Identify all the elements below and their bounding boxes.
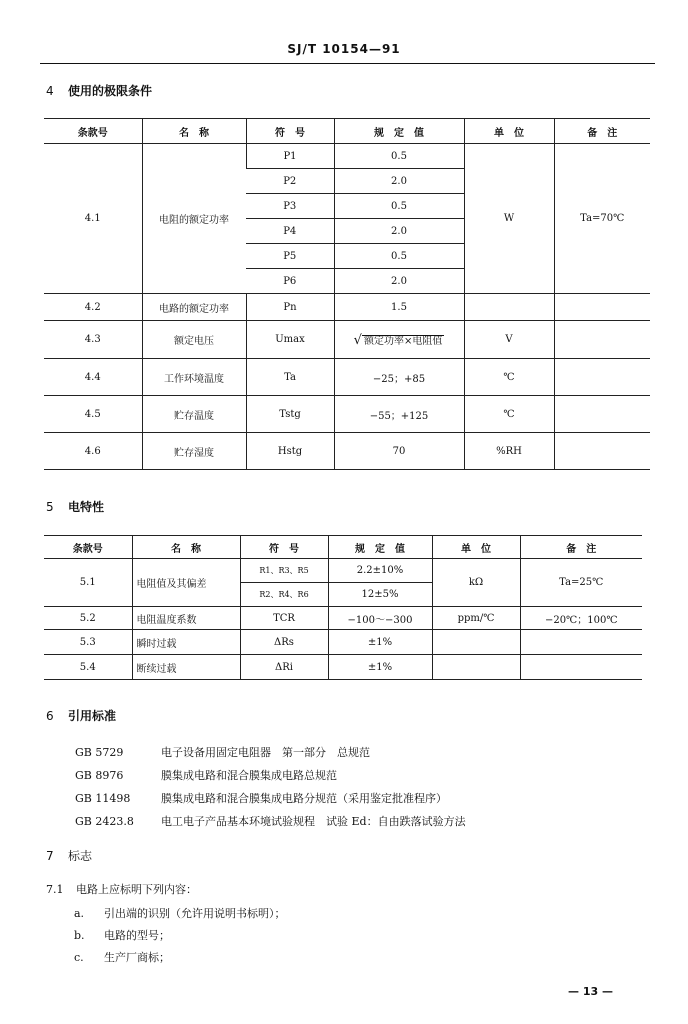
table-row <box>44 396 650 433</box>
section-5-title: 电特性 <box>68 500 105 514</box>
section-4-heading <box>46 82 152 99</box>
name-cell: 瞬时过载 <box>132 630 240 655</box>
item-text: 引出端的识别（允许用说明书标明）； <box>104 907 286 920</box>
symbol-cell: Pn <box>246 294 334 321</box>
table-row <box>44 559 642 583</box>
value-cell: 12±5% <box>328 583 432 607</box>
section-6-title: 引用标准 <box>68 709 117 723</box>
col-note: 备 注 <box>520 536 642 559</box>
clause-cell: 4.6 <box>44 433 142 470</box>
note-cell <box>520 630 642 655</box>
note-cell <box>554 433 650 470</box>
clause-cell: 4.3 <box>44 321 142 359</box>
table-row <box>44 321 650 359</box>
unit-cell <box>432 630 520 655</box>
col-symbol: 符 号 <box>246 119 334 144</box>
unit-cell: V <box>464 321 554 359</box>
value-cell: 2.2±10% <box>328 559 432 583</box>
note-cell: Ta=25℃ <box>520 559 642 607</box>
table-row <box>44 607 642 630</box>
clause-cell: 4.2 <box>44 294 142 321</box>
unit-cell: W <box>464 144 554 294</box>
ref-code: GB 5729 <box>75 746 124 759</box>
marking-items <box>74 903 286 969</box>
col-value: 规 定 值 <box>334 119 464 144</box>
symbol-cell: P2 <box>246 169 334 194</box>
item-text: 生产厂商标； <box>104 951 170 964</box>
list-item <box>74 925 286 947</box>
clause-cell: 5.3 <box>44 630 132 655</box>
table-row <box>44 433 650 470</box>
clause-line <box>46 879 197 901</box>
symbol-cell: ΔRs <box>240 630 328 655</box>
value-cell: 70 <box>334 433 464 470</box>
col-name: 名 称 <box>132 536 240 559</box>
section-5-number: 5 <box>46 500 54 514</box>
section-7-heading <box>46 847 92 864</box>
section-4-number: 4 <box>46 84 54 98</box>
name-cell: 电阻值及其偏差 <box>132 559 240 607</box>
symbol-cell: Tstg <box>246 396 334 433</box>
electrical-characteristics-table <box>44 535 642 680</box>
symbol-cell: P5 <box>246 244 334 269</box>
section-5-heading <box>46 498 104 515</box>
name-cell: 电阻的额定功率 <box>142 144 246 294</box>
unit-cell: %RH <box>464 433 554 470</box>
name-cell: 贮存湿度 <box>142 433 246 470</box>
item-text: 电路的型号； <box>104 929 170 942</box>
col-unit: 单 位 <box>432 536 520 559</box>
name-cell: 贮存温度 <box>142 396 246 433</box>
clause-cell: 5.1 <box>44 559 132 607</box>
col-clause: 条款号 <box>44 536 132 559</box>
ref-code: GB 8976 <box>75 769 124 782</box>
list-item <box>75 810 466 833</box>
item-label: a. <box>74 907 85 920</box>
ref-code: GB 2423.8 <box>75 815 134 828</box>
value-cell: −55；+125 <box>334 396 464 433</box>
name-cell: 电阻温度系数 <box>132 607 240 630</box>
value-cell <box>334 321 464 359</box>
value-cell: 2.0 <box>334 169 464 194</box>
unit-cell <box>464 294 554 321</box>
col-name: 名 称 <box>142 119 246 144</box>
ref-title: 电子设备用固定电阻器 第一部分 总规范 <box>161 746 370 759</box>
name-cell: 额定电压 <box>142 321 246 359</box>
list-item <box>75 764 466 787</box>
limit-conditions-table <box>44 118 650 470</box>
value-cell: ±1% <box>328 655 432 680</box>
symbol-cell: ΔRi <box>240 655 328 680</box>
ref-title: 电工电子产品基本环境试验规程 试验 Ed：自由跌落试验方法 <box>161 815 466 828</box>
col-clause: 条款号 <box>44 119 142 144</box>
section-6-number: 6 <box>46 709 54 723</box>
table-header-row <box>44 119 650 144</box>
note-cell: Ta=70℃ <box>554 144 650 294</box>
unit-cell: ℃ <box>464 359 554 396</box>
item-label: b. <box>74 929 85 942</box>
symbol-cell: P6 <box>246 269 334 294</box>
clause-cell: 4.4 <box>44 359 142 396</box>
table-row <box>44 294 650 321</box>
symbol-cell: P1 <box>246 144 334 169</box>
section-6-heading <box>46 707 116 724</box>
col-unit: 单 位 <box>464 119 554 144</box>
standard-number: SJ/T 10154—91 <box>287 42 401 56</box>
symbol-cell: P4 <box>246 219 334 244</box>
clause-text: 电路上应标明下列内容： <box>76 883 197 896</box>
note-cell: −20℃；100℃ <box>520 607 642 630</box>
value-cell: 0.5 <box>334 144 464 169</box>
ref-title: 膜集成电路和混合膜集成电路总规范 <box>161 769 337 782</box>
ref-title: 膜集成电路和混合膜集成电路分规范（采用鉴定批准程序） <box>161 792 447 805</box>
table-row <box>44 630 642 655</box>
page-number: — 13 — <box>568 985 613 998</box>
symbol-cell: P3 <box>246 194 334 219</box>
table-row <box>44 359 650 396</box>
name-cell: 断续过载 <box>132 655 240 680</box>
unit-cell <box>432 655 520 680</box>
symbol-cell: Hstg <box>246 433 334 470</box>
symbol-cell: R1、R3、R5 <box>240 559 328 583</box>
unit-cell: ℃ <box>464 396 554 433</box>
list-item <box>75 741 466 764</box>
item-label: c. <box>74 951 84 964</box>
value-cell: 1.5 <box>334 294 464 321</box>
list-item <box>74 947 286 969</box>
square-root-expression <box>354 332 445 348</box>
table-header-row <box>44 536 642 559</box>
clause-cell: 4.5 <box>44 396 142 433</box>
symbol-cell: R2、R4、R6 <box>240 583 328 607</box>
ref-code: GB 11498 <box>75 792 131 805</box>
symbol-cell: TCR <box>240 607 328 630</box>
list-item <box>74 903 286 925</box>
note-cell <box>554 294 650 321</box>
value-cell: ±1% <box>328 630 432 655</box>
section-7-number: 7 <box>46 849 54 863</box>
symbol-cell: Umax <box>246 321 334 359</box>
symbol-cell: Ta <box>246 359 334 396</box>
clause-cell: 4.1 <box>44 144 142 294</box>
radical-sign: √ <box>353 332 362 348</box>
note-cell <box>554 321 650 359</box>
section-4-title: 使用的极限条件 <box>68 84 153 98</box>
col-symbol: 符 号 <box>240 536 328 559</box>
radicand: 额定功率×电阻值 <box>363 335 443 347</box>
list-item <box>75 787 466 810</box>
clause-cell: 5.2 <box>44 607 132 630</box>
note-cell <box>520 655 642 680</box>
unit-cell: kΩ <box>432 559 520 607</box>
clause-cell: 5.4 <box>44 655 132 680</box>
value-cell: 0.5 <box>334 244 464 269</box>
note-cell <box>554 396 650 433</box>
value-cell: −25；+85 <box>334 359 464 396</box>
reference-list <box>75 741 466 833</box>
marking-clause <box>46 879 197 901</box>
col-note: 备 注 <box>554 119 650 144</box>
name-cell: 电路的额定功率 <box>142 294 246 321</box>
table-row <box>44 655 642 680</box>
col-value: 规 定 值 <box>328 536 432 559</box>
note-cell <box>554 359 650 396</box>
value-cell: 2.0 <box>334 269 464 294</box>
unit-cell: ppm/℃ <box>432 607 520 630</box>
header-rule <box>40 63 655 64</box>
value-cell: −100～−300 <box>328 607 432 630</box>
table-row <box>44 144 650 169</box>
clause-number: 7.1 <box>46 883 64 896</box>
value-cell: 0.5 <box>334 194 464 219</box>
value-cell: 2.0 <box>334 219 464 244</box>
section-7-title: 标志 <box>68 849 93 863</box>
name-cell: 工作环境温度 <box>142 359 246 396</box>
